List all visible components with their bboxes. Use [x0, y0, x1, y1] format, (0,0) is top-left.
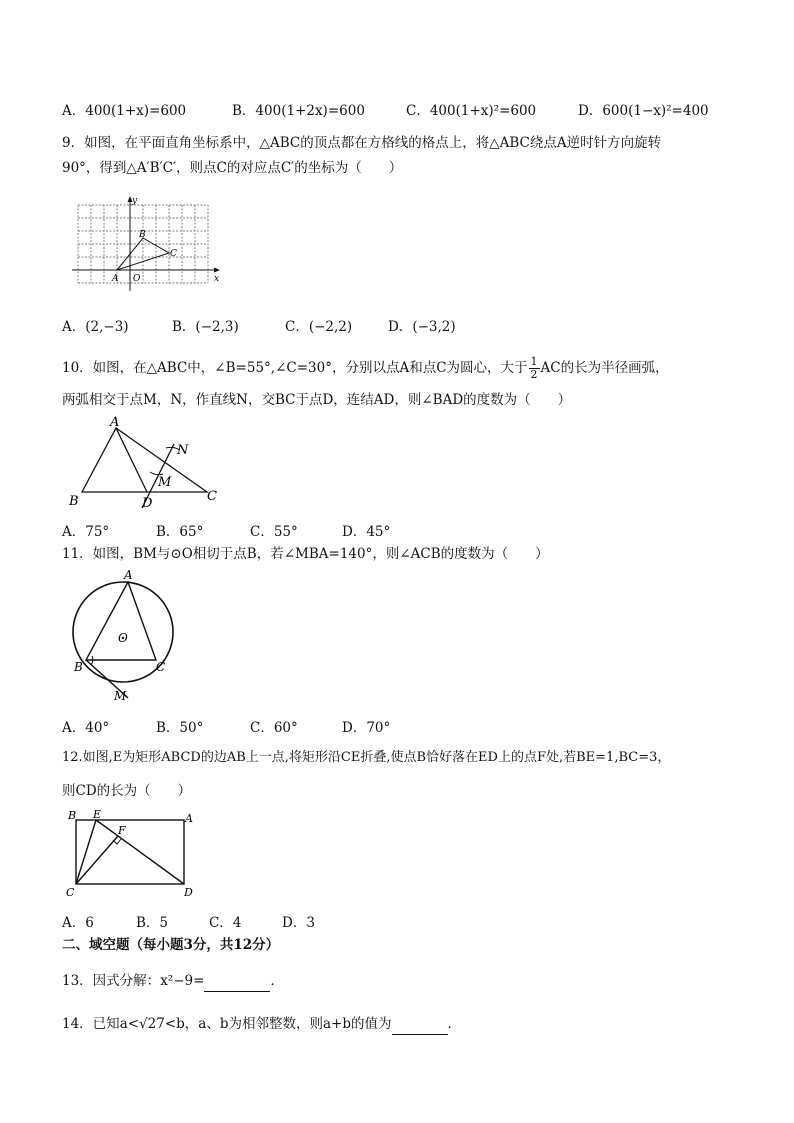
q9-label-x: x	[214, 274, 220, 284]
q14-middle: ，a、b为相邻整数，则a+b的值为	[184, 1016, 392, 1032]
q11-label-a: A	[124, 568, 133, 582]
q13-end: ．	[270, 973, 284, 989]
q12-label-a: A	[185, 812, 193, 825]
q12-option-a: A．6	[62, 915, 94, 931]
q10-frac-num: 1	[530, 355, 538, 368]
q9-option-b: B．(−2,3)	[172, 319, 239, 335]
q12-stem-line1: 12.如图,E为矩形ABCD的边AB上一点,将矩形沿CE折叠,使点B恰好落在ED上的点F处,若BE=1,BC=3，	[62, 750, 671, 765]
q10-option-d: D．45°	[342, 524, 391, 540]
q12-label-c: C	[66, 886, 75, 899]
q11-option-d: D．70°	[342, 720, 391, 736]
q12-option-c: C．4	[209, 915, 242, 931]
q10-stem-line1	[62, 356, 669, 381]
q8-option-d: D．600(1−x)²=400	[578, 103, 709, 119]
q8-option-c: C．400(1+x)²=600	[406, 103, 537, 119]
q14-stem	[62, 1014, 461, 1035]
q10-triangle-abc	[82, 428, 207, 492]
q9-option-d: D．(−3,2)	[388, 319, 456, 335]
q11-circle-figure	[66, 568, 186, 708]
q11-label-c: C	[156, 660, 166, 674]
q12-segment-ce	[76, 820, 96, 884]
q11-label-m: M	[114, 689, 127, 703]
section-2-title: 二、域空题（每小题3分，共12分）	[62, 937, 280, 953]
q9-label-a: A	[112, 274, 119, 284]
q9-grid	[78, 205, 208, 283]
q13-expression: x²−9=	[160, 973, 205, 989]
q10-option-a: A．75°	[62, 524, 110, 540]
q12-segment-cf	[76, 836, 118, 884]
q10-label-b: B	[69, 494, 79, 509]
q11-label-b: B	[74, 660, 83, 674]
q12-label-d: D	[184, 886, 193, 899]
q14-prefix: 14．已知	[62, 1016, 120, 1032]
q9-option-a: A．(2,−3)	[62, 319, 129, 335]
q10-stem-line2: 两弧相交于点M，N，作直线N，交BC于点D，连结AD，则∠BAD的度数为（ ）	[62, 392, 572, 408]
q9-coordinate-figure	[68, 193, 228, 293]
q8-option-a: A．400(1+x)=600	[62, 103, 187, 119]
q12-label-f: F	[118, 824, 126, 837]
q10-label-d: D	[142, 496, 153, 511]
q11-option-a: A．40°	[62, 720, 110, 736]
q14-answer-blank[interactable]	[392, 1014, 448, 1035]
q10-label-c: C	[207, 489, 217, 504]
q11-option-c: C．60°	[250, 720, 298, 736]
q10-option-b: B．65°	[156, 524, 204, 540]
q9-option-c: C．(−2,2)	[285, 319, 353, 335]
q12-option-b: B．5	[136, 915, 169, 931]
q10-frac-den: 2	[530, 368, 538, 381]
q12-label-b: B	[68, 809, 77, 822]
q9-label-y: y	[132, 196, 138, 206]
q9-stem-line1: 9．如图，在平面直角坐标系中，△ABC的顶点都在方格线的格点上，将△ABC绕点A逆时针方向旋转	[62, 135, 662, 151]
q12-segment-ed	[96, 820, 184, 884]
q9-label-o: O	[133, 274, 141, 284]
q11-label-o: O	[118, 631, 128, 645]
q9-stem-line2: 90°，得到△A′B′C′，则点C的对应点C′的坐标为（ ）	[62, 160, 403, 176]
q11-stem-line1: 11．如图，BM与⊙O相切于点B，若∠MBA=140°，则∠ACB的度数为（ ）	[62, 546, 549, 562]
q9-label-b: B	[139, 230, 146, 240]
q10-option-c: C．55°	[250, 524, 298, 540]
q9-x-arrow	[214, 268, 220, 273]
q10-stem-part2: AC的长为半径画弧，	[540, 360, 669, 376]
q10-segment-ad	[116, 428, 147, 492]
q11-triangle-abc	[86, 582, 156, 660]
q13-answer-blank[interactable]	[204, 971, 270, 992]
q13-prefix: 13．因式分解：	[62, 973, 161, 989]
q14-expression: a<√27<b	[119, 1016, 185, 1032]
q12-option-d: D．3	[282, 915, 315, 931]
q10-fraction-half	[529, 356, 540, 381]
q11-option-b: B．50°	[156, 720, 204, 736]
q12-rectangle-figure	[62, 808, 202, 900]
q13-stem	[62, 971, 284, 992]
q8-option-b: B．400(1+2x)=600	[232, 103, 365, 119]
q10-triangle-figure	[62, 416, 232, 512]
q9-label-c: C	[170, 249, 177, 259]
q10-label-a: A	[110, 416, 120, 430]
q10-label-n: N	[177, 443, 189, 458]
q12-rectangle-abcd	[76, 820, 184, 884]
q10-stem-part1: 10．如图，在△ABC中，∠B=55°,∠C=30°，分别以点A和点C为圆心，大于	[62, 360, 528, 376]
q12-label-e: E	[93, 808, 102, 821]
q10-label-m: M	[158, 475, 172, 490]
q12-stem-line2: 则CD的长为（ ）	[62, 783, 192, 799]
q14-end: ．	[447, 1016, 461, 1032]
